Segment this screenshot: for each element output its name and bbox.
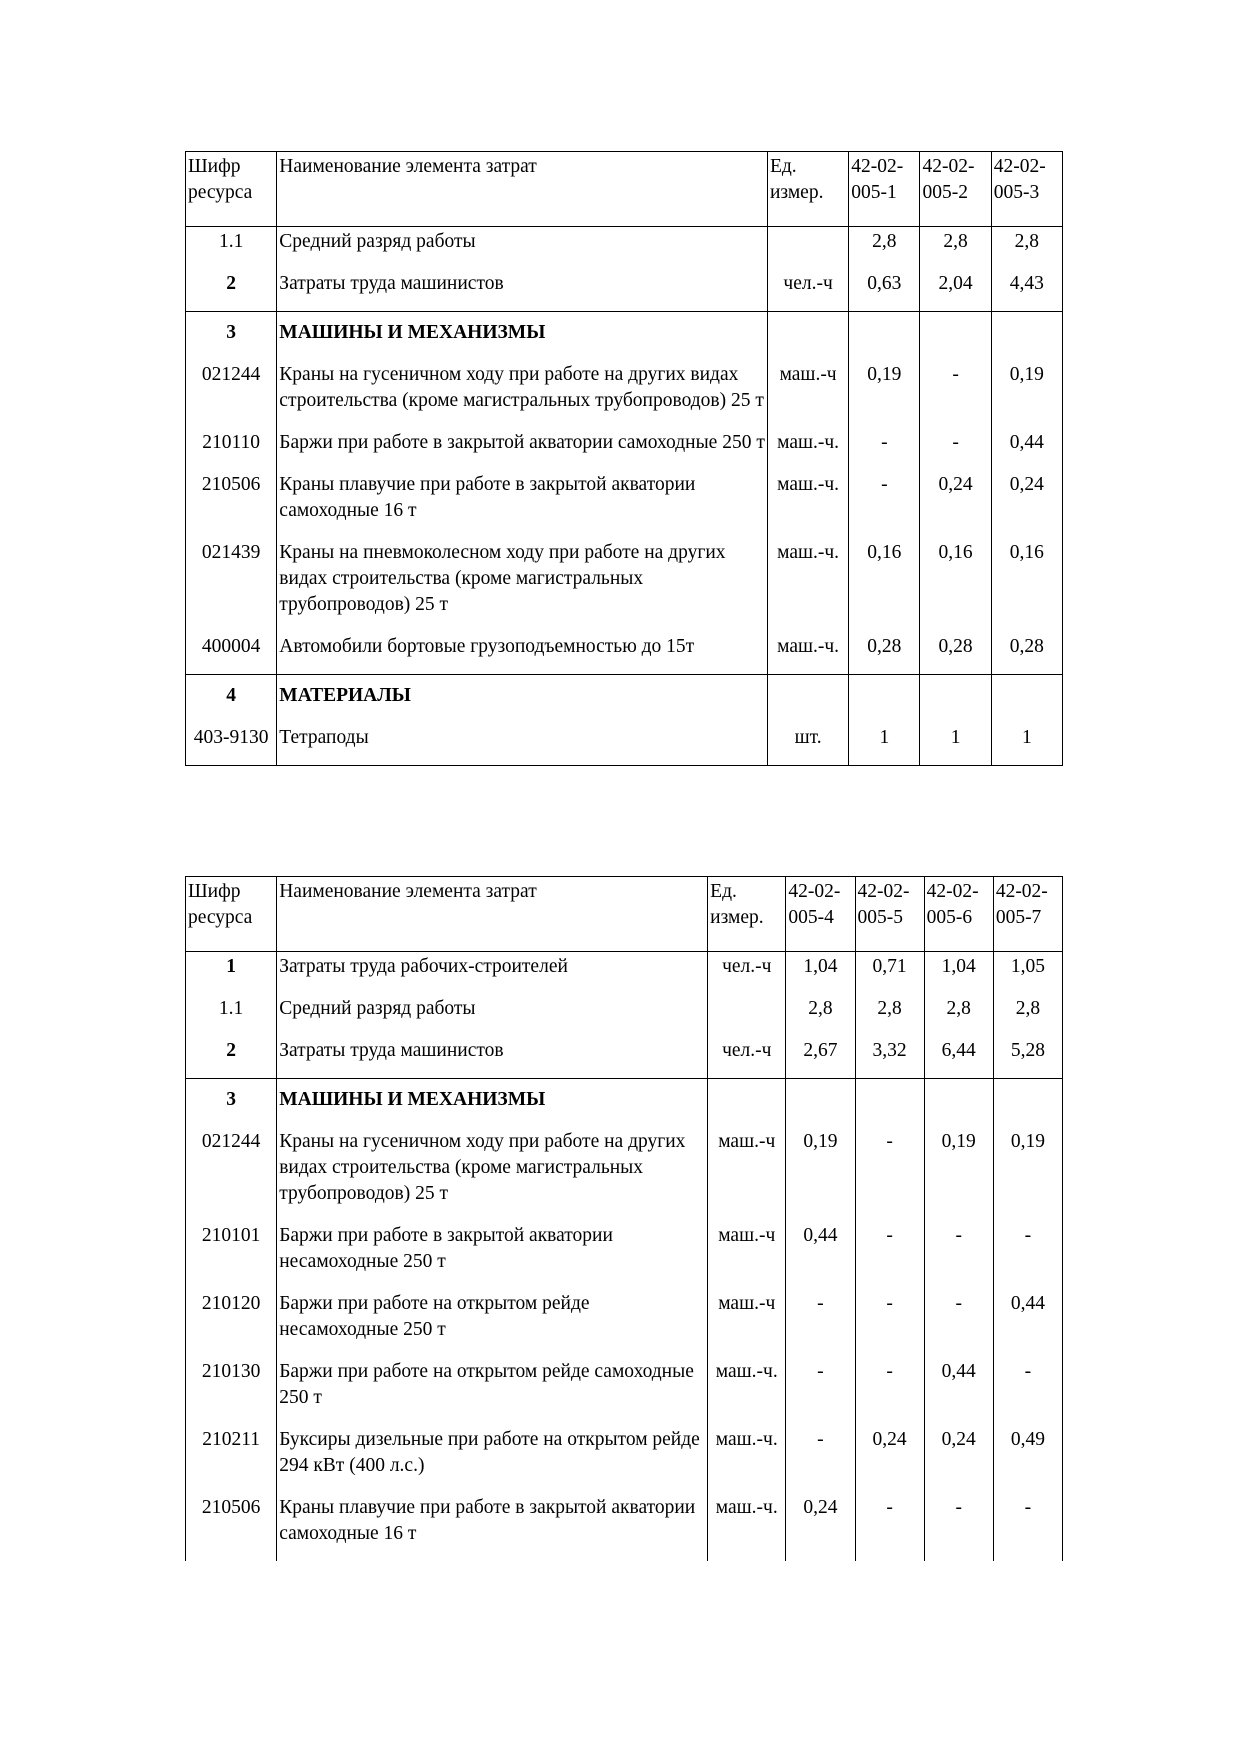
row-value: 0,44	[924, 1351, 993, 1419]
row-unit: маш.-ч.	[708, 1419, 786, 1487]
row-value: -	[993, 1215, 1062, 1283]
row-value: -	[849, 464, 920, 532]
row-value: 0,19	[849, 354, 920, 422]
table-header-row	[186, 877, 1063, 952]
table-row	[186, 1487, 1063, 1561]
row-value: 2,8	[849, 227, 920, 264]
section-title: МАТЕРИАЛЫ	[277, 675, 768, 718]
section-title: МАШИНЫ И МЕХАНИЗМЫ	[277, 312, 768, 355]
header-name: Наименование элемента затрат	[277, 877, 708, 952]
row-value	[991, 675, 1062, 718]
row-unit: чел.-ч	[708, 1030, 786, 1079]
row-value: 0,28	[991, 626, 1062, 675]
row-unit	[767, 227, 848, 264]
section-row	[186, 675, 1063, 718]
table-row	[186, 532, 1063, 626]
row-value: -	[924, 1283, 993, 1351]
row-code: 2	[186, 263, 277, 312]
row-unit: маш.-ч.	[708, 1487, 786, 1561]
row-name: Тетраподы	[277, 717, 768, 766]
row-value	[786, 1079, 855, 1122]
row-value: 0,24	[924, 1419, 993, 1487]
row-code: 1.1	[186, 227, 277, 264]
table-row	[186, 1283, 1063, 1351]
table-row	[186, 1419, 1063, 1487]
row-value: 0,44	[786, 1215, 855, 1283]
row-code: 2	[186, 1030, 277, 1079]
header-col: 42-02-005-7	[993, 877, 1062, 952]
header-col: 42-02-005-3	[991, 152, 1062, 227]
row-value: -	[855, 1283, 924, 1351]
header-col: 42-02-005-5	[855, 877, 924, 952]
row-code: 021244	[186, 1121, 277, 1215]
table-row	[186, 227, 1063, 264]
row-value: 2,8	[924, 988, 993, 1030]
row-name: Краны на гусеничном ходу при работе на других видах строительства (кроме магистральных трубопроводов) 25 т	[277, 354, 768, 422]
row-name: Краны плавучие при работе в закрытой акватории самоходные 16 т	[277, 464, 768, 532]
row-unit: маш.-ч.	[767, 626, 848, 675]
row-value	[849, 675, 920, 718]
row-unit: маш.-ч	[708, 1215, 786, 1283]
row-value: 1	[849, 717, 920, 766]
row-value: 0,16	[991, 532, 1062, 626]
row-unit: маш.-ч.	[767, 532, 848, 626]
row-value: 0,44	[991, 422, 1062, 464]
header-name: Наименование элемента затрат	[277, 152, 768, 227]
row-value: 6,44	[924, 1030, 993, 1079]
row-name: Затраты труда рабочих-строителей	[277, 952, 708, 989]
row-value	[920, 312, 991, 355]
row-value: -	[786, 1419, 855, 1487]
row-name: Средний разряд работы	[277, 227, 768, 264]
row-unit	[708, 1079, 786, 1122]
row-value: -	[993, 1487, 1062, 1561]
row-value: 0,63	[849, 263, 920, 312]
row-value: -	[786, 1283, 855, 1351]
section-code: 3	[186, 1079, 277, 1122]
table-row	[186, 464, 1063, 532]
row-value: 0,49	[993, 1419, 1062, 1487]
row-value	[991, 312, 1062, 355]
resource-table-2	[185, 876, 1063, 1561]
row-value: 2,8	[855, 988, 924, 1030]
header-code: Шифр ресурса	[186, 152, 277, 227]
row-value: 1,05	[993, 952, 1062, 989]
row-code: 210120	[186, 1283, 277, 1351]
row-value: 0,19	[924, 1121, 993, 1215]
row-value: 0,19	[993, 1121, 1062, 1215]
row-value: -	[855, 1487, 924, 1561]
row-unit	[767, 312, 848, 355]
row-value: -	[920, 354, 991, 422]
row-value: 2,67	[786, 1030, 855, 1079]
row-value: 1	[920, 717, 991, 766]
row-value: 2,8	[993, 988, 1062, 1030]
row-value: 2,8	[991, 227, 1062, 264]
row-value: -	[993, 1351, 1062, 1419]
header-col: 42-02-005-4	[786, 877, 855, 952]
row-code: 021439	[186, 532, 277, 626]
row-name: Баржи при работе в закрытой акватории несамоходные 250 т	[277, 1215, 708, 1283]
section-row	[186, 312, 1063, 355]
row-name: Баржи при работе на открытом рейде самоходные 250 т	[277, 1351, 708, 1419]
row-name: Затраты труда машинистов	[277, 1030, 708, 1079]
row-name: Автомобили бортовые грузоподъемностью до 15т	[277, 626, 768, 675]
row-unit: чел.-ч	[767, 263, 848, 312]
row-unit: шт.	[767, 717, 848, 766]
row-unit: маш.-ч	[708, 1121, 786, 1215]
row-unit: маш.-ч.	[767, 422, 848, 464]
row-value: -	[849, 422, 920, 464]
row-unit	[708, 988, 786, 1030]
table-row	[186, 1351, 1063, 1419]
row-value: 3,32	[855, 1030, 924, 1079]
header-col: 42-02-005-6	[924, 877, 993, 952]
row-value: -	[924, 1487, 993, 1561]
row-code: 210101	[186, 1215, 277, 1283]
table-row	[186, 626, 1063, 675]
table-row	[186, 952, 1063, 989]
row-code: 400004	[186, 626, 277, 675]
row-value: 0,24	[855, 1419, 924, 1487]
row-value	[924, 1079, 993, 1122]
row-value: 1,04	[924, 952, 993, 989]
row-value: -	[920, 422, 991, 464]
row-value: 0,71	[855, 952, 924, 989]
row-name: Краны на гусеничном ходу при работе на других видах строительства (кроме магистральных трубопроводов) 25 т	[277, 1121, 708, 1215]
row-value	[920, 675, 991, 718]
row-value: 4,43	[991, 263, 1062, 312]
table-row	[186, 1121, 1063, 1215]
table-row	[186, 717, 1063, 766]
section-code: 3	[186, 312, 277, 355]
header-unit: Ед. измер.	[708, 877, 786, 952]
section-code: 4	[186, 675, 277, 718]
row-name: Средний разряд работы	[277, 988, 708, 1030]
row-code: 210130	[186, 1351, 277, 1419]
row-value: 0,16	[920, 532, 991, 626]
section-row	[186, 1079, 1063, 1122]
row-value: 0,19	[786, 1121, 855, 1215]
row-value: -	[786, 1351, 855, 1419]
row-code: 210506	[186, 1487, 277, 1561]
row-code: 021244	[186, 354, 277, 422]
row-unit: чел.-ч	[708, 952, 786, 989]
header-code: Шифр ресурса	[186, 877, 277, 952]
section-title: МАШИНЫ И МЕХАНИЗМЫ	[277, 1079, 708, 1122]
row-value: 2,04	[920, 263, 991, 312]
row-name: Краны плавучие при работе в закрытой акватории самоходные 16 т	[277, 1487, 708, 1561]
row-value: 2,8	[920, 227, 991, 264]
row-code: 1.1	[186, 988, 277, 1030]
row-value	[993, 1079, 1062, 1122]
row-unit: маш.-ч	[767, 354, 848, 422]
row-value: 0,24	[991, 464, 1062, 532]
row-code: 210110	[186, 422, 277, 464]
resource-table-1	[185, 151, 1063, 766]
row-code: 210211	[186, 1419, 277, 1487]
row-value: 1,04	[786, 952, 855, 989]
row-value: 0,28	[849, 626, 920, 675]
row-value	[855, 1079, 924, 1122]
row-code: 403-9130	[186, 717, 277, 766]
row-value: -	[924, 1215, 993, 1283]
row-value: 1	[991, 717, 1062, 766]
row-value: 0,44	[993, 1283, 1062, 1351]
row-value: 0,28	[920, 626, 991, 675]
row-value: -	[855, 1121, 924, 1215]
header-unit: Ед. измер.	[767, 152, 848, 227]
header-col: 42-02-005-1	[849, 152, 920, 227]
row-value: 2,8	[786, 988, 855, 1030]
row-value: 0,24	[786, 1487, 855, 1561]
row-unit: маш.-ч.	[708, 1351, 786, 1419]
row-name: Краны на пневмоколесном ходу при работе на других видах строительства (кроме магистральных трубопроводов) 25 т	[277, 532, 768, 626]
row-unit	[767, 675, 848, 718]
row-value: 0,24	[920, 464, 991, 532]
table-row	[186, 988, 1063, 1030]
row-unit: маш.-ч.	[767, 464, 848, 532]
row-value: 5,28	[993, 1030, 1062, 1079]
row-code: 1	[186, 952, 277, 989]
header-col: 42-02-005-2	[920, 152, 991, 227]
table-header-row	[186, 152, 1063, 227]
row-name: Буксиры дизельные при работе на открытом рейде 294 кВт (400 л.с.)	[277, 1419, 708, 1487]
table-row	[186, 1030, 1063, 1079]
row-name: Затраты труда машинистов	[277, 263, 768, 312]
row-value	[849, 312, 920, 355]
row-name: Баржи при работе в закрытой акватории самоходные 250 т	[277, 422, 768, 464]
table-row	[186, 354, 1063, 422]
row-value: -	[855, 1215, 924, 1283]
row-value: -	[855, 1351, 924, 1419]
row-value: 0,16	[849, 532, 920, 626]
row-code: 210506	[186, 464, 277, 532]
table-row	[186, 1215, 1063, 1283]
table-row	[186, 422, 1063, 464]
row-unit: маш.-ч	[708, 1283, 786, 1351]
row-name: Баржи при работе на открытом рейде несамоходные 250 т	[277, 1283, 708, 1351]
row-value: 0,19	[991, 354, 1062, 422]
table-row	[186, 263, 1063, 312]
